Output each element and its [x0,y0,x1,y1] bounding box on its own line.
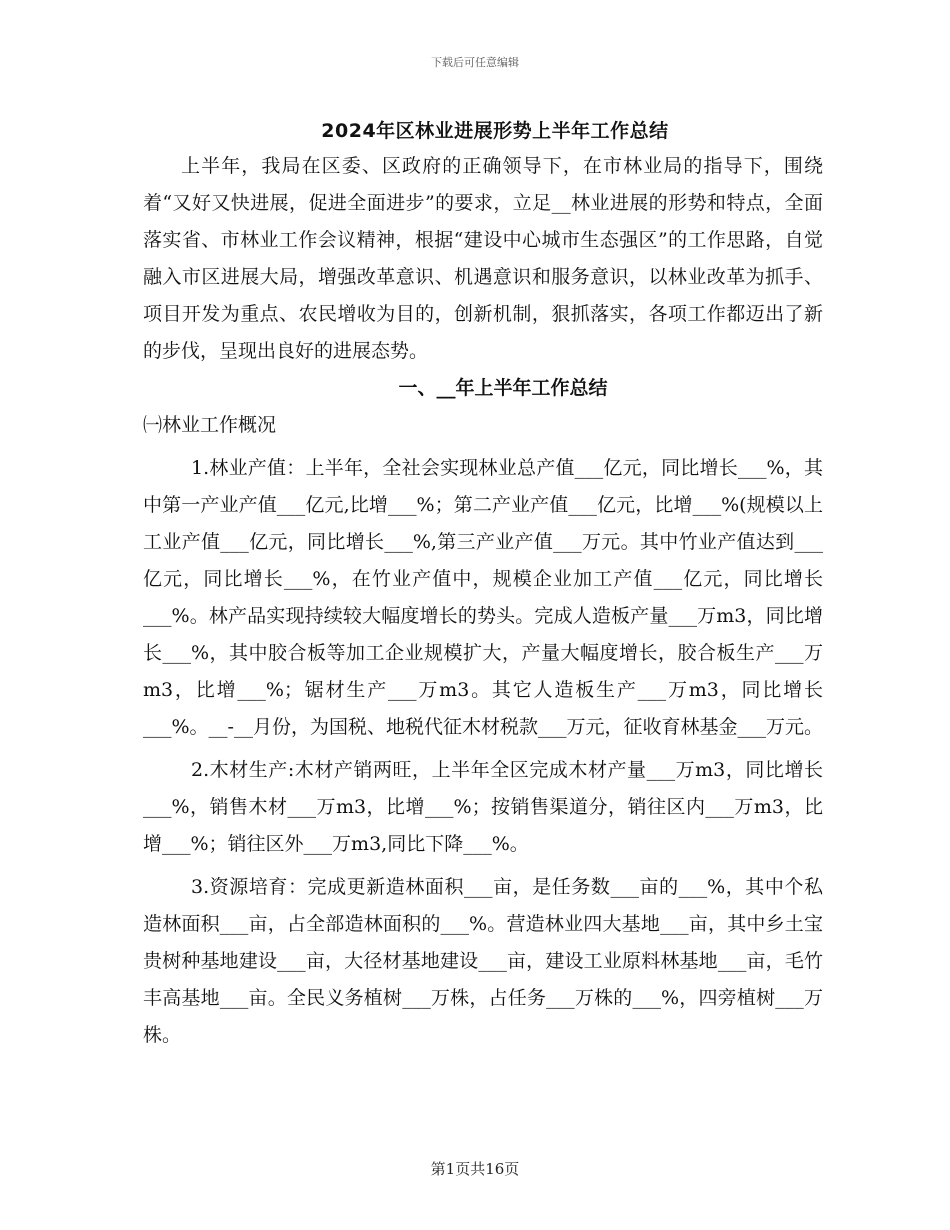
intro-paragraph: 上半年，我局在区委、区政府的正确领导下，在市林业局的指导下，围绕着“又好又快进展，促进全面进步”的要求，立足__林业进展的形势和特点，全面落实省、市林业工作会议精神，根据“建设中心城市生态强区”的工作思路，自觉融入市区进展大局，增强改革意识、机遇意识和服务意识，以林业改革为抓手、项目开发为重点、农民增收为目的，创新机制，狠抓落实，各项工作都迈出了新的步伐，呈现出良好的进展态势。 [143,155,823,362]
item-timber-production: 2.木材生产:木材产销两旺，上半年全区完成木材产量___万m3，同比增长___%，销售木材___万m3，比增___%；按销售渠道分，销往区内___万m3，比增___%；销往区外___万m3,同比下降___%。 [143,759,823,855]
item-resource-cultivation: 3.资源培育：完成更新造林面积___亩，是任务数___亩的___%，其中个私造林面积___亩，占全部造林面积的___%。营造林业四大基地___亩，其中乡土宝贵树种基地建设___亩，大径材基地建设___亩，建设工业原料林基地___亩，毛竹丰高基地___亩。全民义务植树___万株，占任务___万株的___%，四旁植树___万株。 [143,876,823,1046]
section-heading: 一、__年上半年工作总结 [398,377,608,399]
document-title: 2024年区林业进展形势上半年工作总结 [321,120,669,142]
document-body [143,148,823,1054]
page-number-footer: 第1页共16页 [430,1160,520,1178]
item-forestry-output: 1.林业产值：上半年，全社会实现林业总产值___亿元，同比增长___%，其中第一产业产值___亿元,比增___%；第二产业产值___亿元，比增___%(规模以上工业产值___亿元，同比增长___%,第三产业产值___万元。其中竹业产值达到___亿元，同比增长___%，在竹业产值中，规模企业加工产值___亿元，同比增长___%。林产品实现持续较大幅度增长的势头。完成人造板产量___万m3，同比增长___%，其中胶合板等加工企业规模扩大，产量大幅度增长，胶合板生产___万m3，比增___%；锯材生产___万m3。其它人造板生产___万m3，同比增长___%。__-__月份，为国税、地税代征木材税款___万元，征收育林基金___万元。 [143,457,823,738]
page-header-note: 下载后可任意编辑 [431,56,519,69]
subsection-heading: ㈠林业工作概况 [143,414,277,436]
